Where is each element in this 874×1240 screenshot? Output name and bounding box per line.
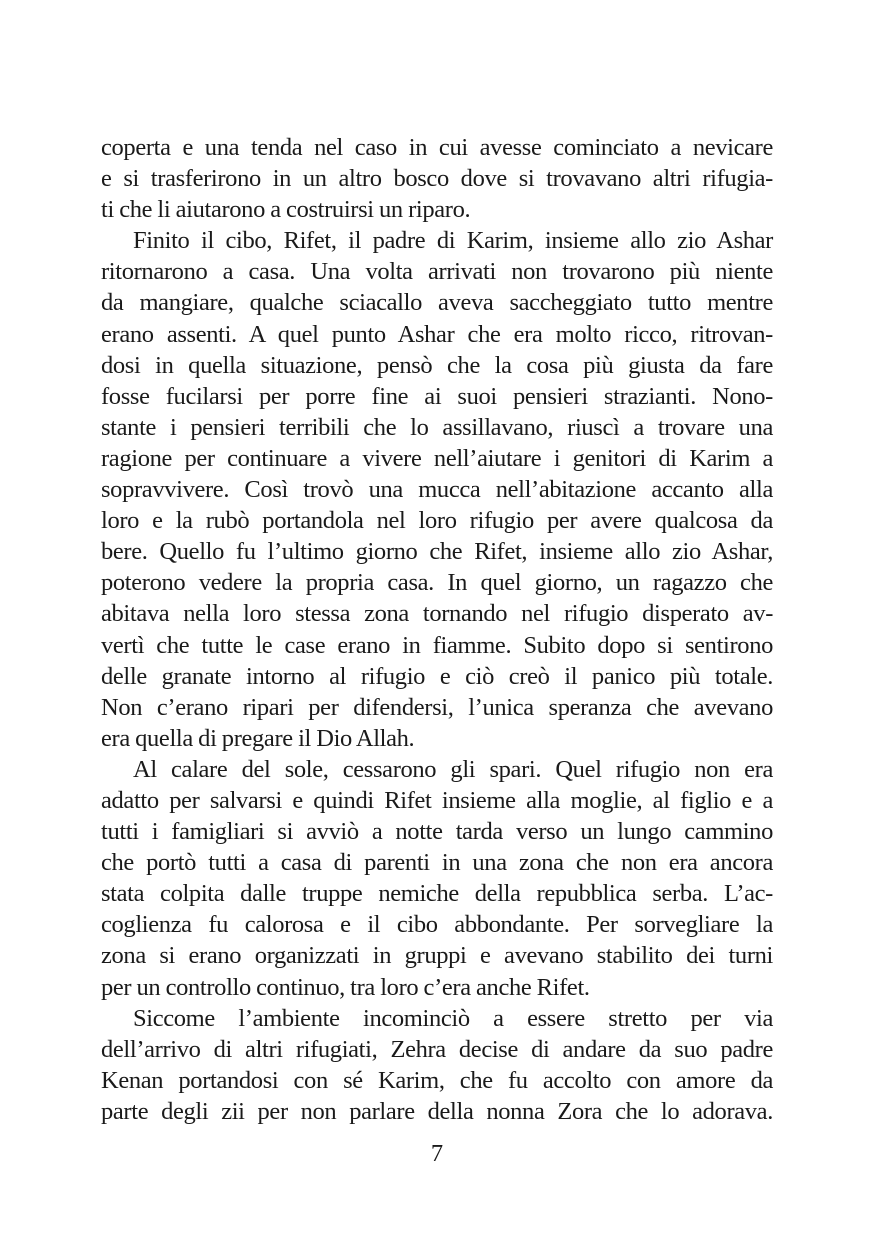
text-line: Siccome l’ambiente incominciò a essere stretto per via [133, 1004, 773, 1032]
text-line: ritornarono a casa. Una volta arrivati non trovarono più niente [101, 258, 773, 286]
body-text [101, 132, 773, 1127]
text-line: Al calare del sole, cessarono gli spari. Quel rifugio non era [133, 755, 773, 783]
text-line: parte degli zii per non parlare della nonna Zora che lo adorava. [101, 1097, 773, 1125]
text-line: Kenan portandosi con sé Karim, che fu accolto con amore da [101, 1066, 773, 1094]
text-line: che portò tutti a casa di parenti in una zona che non era ancora [101, 849, 773, 877]
text-line: da mangiare, qualche sciacallo aveva saccheggiato tutto mentre [101, 289, 773, 317]
text-line: era quella di pregare il Dio Allah. [101, 724, 415, 752]
text-line: coperta e una tenda nel caso in cui avesse cominciato a nevicare [101, 134, 773, 161]
text-line: adatto per salvarsi e quindi Rifet insieme alla moglie, al figlio e a [101, 786, 773, 814]
text-line: erano assenti. A quel punto Ashar che era molto ricco, ritrovan- [101, 320, 773, 348]
text-line: bere. Quello fu l’ultimo giorno che Rifet, insieme allo zio Ashar, [101, 538, 773, 566]
page-number: 7 [430, 1140, 444, 1167]
text-line: loro e la rubò portandola nel loro rifugio per avere qualcosa da [101, 507, 773, 535]
paragraph [101, 225, 773, 754]
text-line: tutti i famigliari si avviò a notte tarda verso un lungo cammino [101, 818, 773, 846]
text-line: per un controllo continuo, tra loro c’era anche Rifet. [101, 973, 590, 1001]
text-line: Finito il cibo, Rifet, il padre di Karim, insieme allo zio Ashar [133, 227, 773, 255]
text-line: fosse fucilarsi per porre fine ai suoi pensieri strazianti. Nono- [101, 382, 773, 410]
text-line: abitava nella loro stessa zona tornando nel rifugio disperato av- [101, 600, 773, 628]
text-line: e si trasferirono in un altro bosco dove si trovavano altri rifugia- [101, 165, 773, 193]
text-line: delle granate intorno al rifugio e ciò creò il panico più totale. [101, 662, 773, 690]
text-line: zona si erano organizzati in gruppi e avevano stabilito dei turni [101, 942, 773, 970]
text-line: ti che li aiutarono a costruirsi un riparo. [101, 196, 471, 224]
text-line: vertì che tutte le case erano in fiamme. Subito dopo si sentirono [101, 631, 773, 659]
text-line: dell’arrivo di altri rifugiati, Zehra decise di andare da suo padre [101, 1035, 773, 1063]
text-line: stata colpita dalle truppe nemiche della repubblica serba. L’ac- [101, 880, 773, 908]
text-line: Non c’erano ripari per difendersi, l’unica speranza che avevano [101, 693, 773, 721]
text-line: stante i pensieri terribili che lo assillavano, riuscì a trovare una [101, 413, 773, 441]
text-line: sopravvivere. Così trovò una mucca nell’abitazione accanto alla [101, 476, 773, 504]
text-line: dosi in quella situazione, pensò che la cosa più giusta da fare [101, 351, 773, 379]
paragraph [101, 132, 773, 225]
paragraph [101, 754, 773, 1003]
text-line: coglienza fu calorosa e il cibo abbondante. Per sorvegliare la [101, 911, 773, 939]
text-line: poterono vedere la propria casa. In quel giorno, un ragazzo che [101, 569, 773, 597]
paragraph [101, 1003, 773, 1127]
text-line: ragione per continuare a vivere nell’aiutare i genitori di Karim a [101, 444, 773, 472]
